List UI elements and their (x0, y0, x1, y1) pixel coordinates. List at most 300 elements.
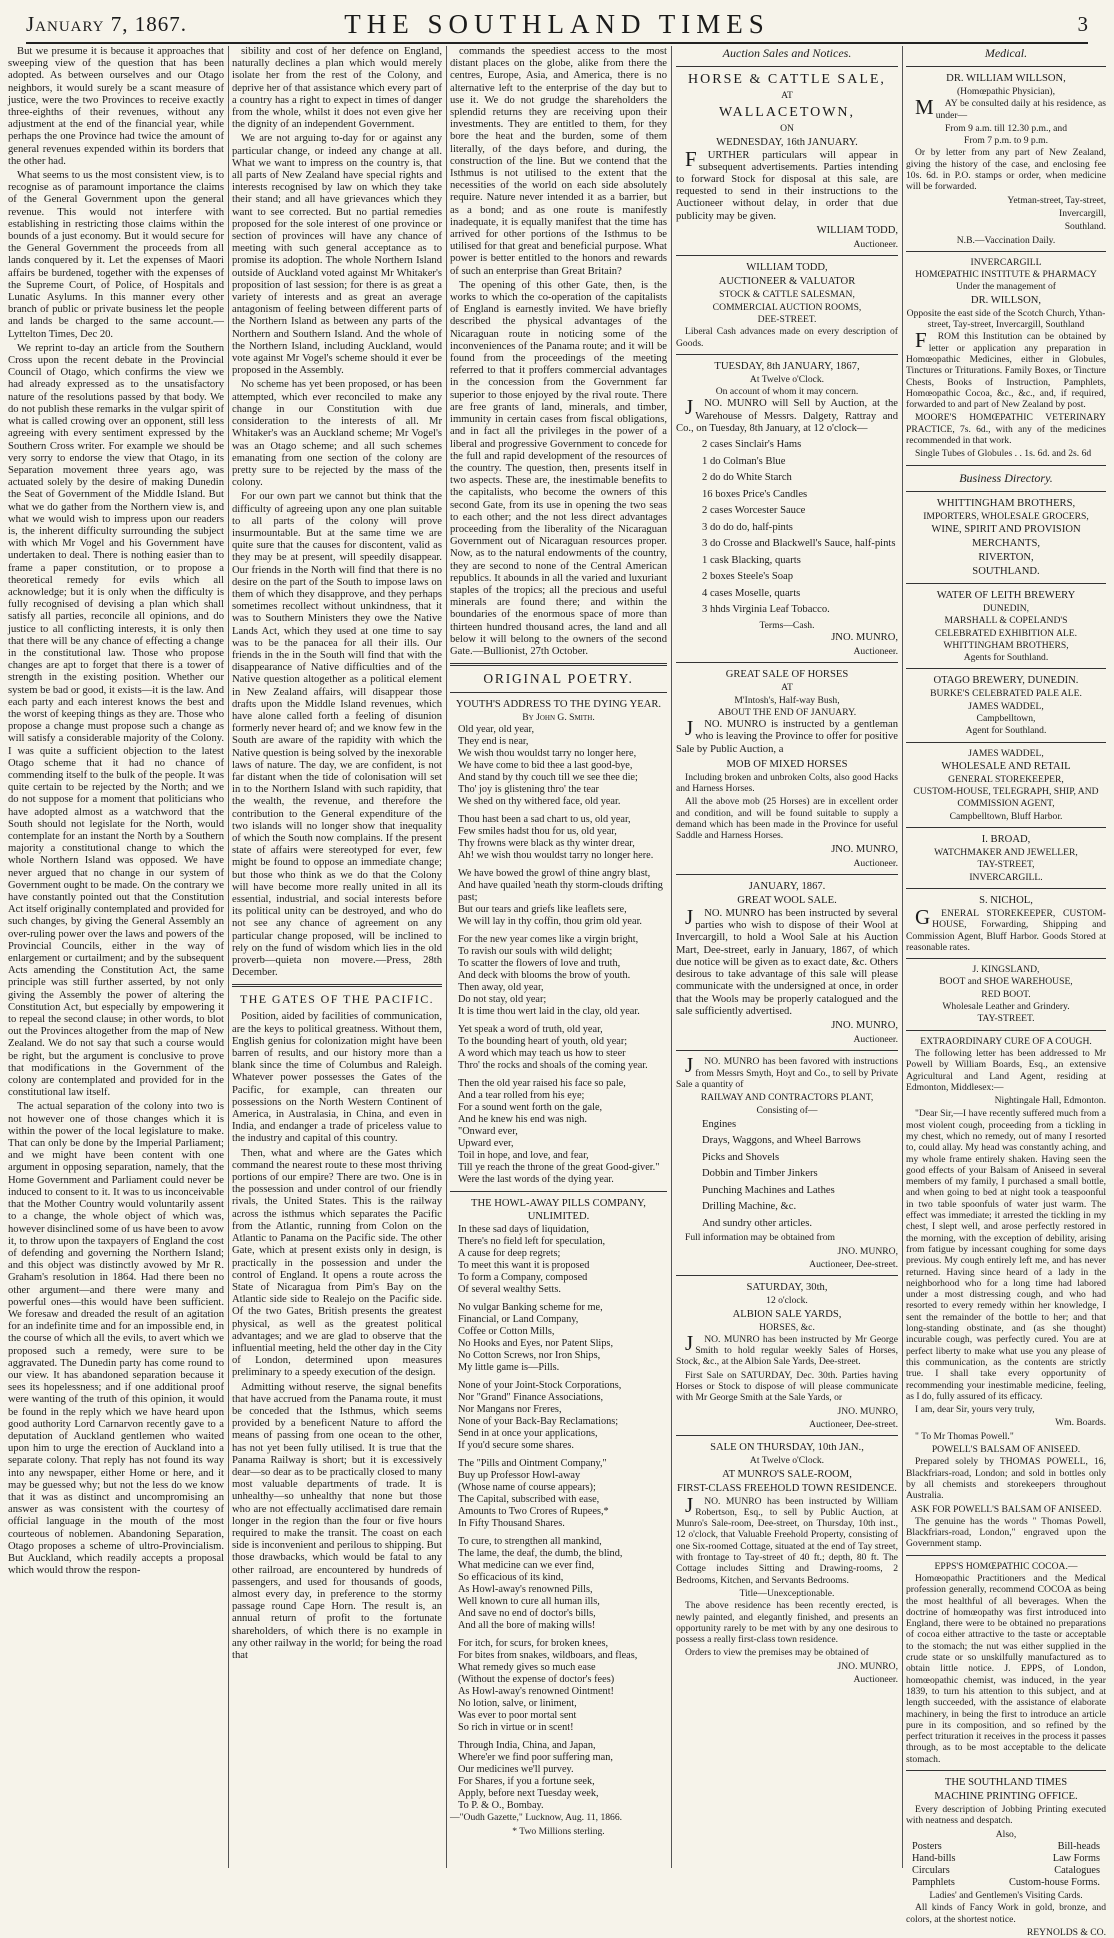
poem-line: Were the last words of the dying year. (458, 1174, 614, 1186)
ad-signature: JNO. MUNRO, (837, 1245, 898, 1257)
ad-body: Homœopathic Practitioners and the Medical profession generally, recommend COCOA as being the most healthful of all beverages. When the doctrine of homœopathy was first introduced into England, there were to be obtained no preparations of cocoa either attractive to the taste or acceptable to the stomach; the nut was either supplied in the crude state or so unskilfully manufactured as to obtain little notice. J. EPPS, of London, homœopathic chemist, was induced, in the year 1839, to turn his attention to this subject, and at length succeeded, with the assistance of elaborate machinery, in being the first to introduce an article pure in its composition, and so refined by the perfect trituration it receives in the process it passes through, as to be most acceptable to the delicate stomach. (906, 1572, 1106, 1765)
article-headline: THE GATES OF THE PACIFIC. (239, 992, 435, 1007)
list-item (906, 1865, 1106, 1877)
ad-text: BURKE'S CELEBRATED PALE ALE. (930, 688, 1082, 700)
divider (450, 692, 667, 693)
ad-text: J. KINGSLAND, (972, 964, 1040, 976)
ad-text: DEE-STREET. (757, 313, 817, 325)
article-paragraph: Then, what and where are the Gates which command the nearest route to these most thriving portions of our empire? There are two. One is in the possession and under control of our friendly rivals, the United States. This is the railway across the isthmus which separates the Pacific from the Atlantic, running from Colon on the Atlantic to Panama on the Pacific side. The other Gate, which at present exists only in design, is practically in the possession and under the control of England. It opens a route across the State of Nicaragua from Pim's Bay on the Atlantic side side to Realejo on the Pacific side. Of the two Gates, British presents the greatest physical, as well as the greatest political advantages; and we are glad to observe that the influential meeting, held the other day in the City of London, determined upon measures preliminary to a speedy execution of the design. (232, 1147, 442, 1379)
ad-body: First Sale on SATURDAY, Dec. 30th. Parties having Horses or Stock to dispose of will please communicate with Mr George Smith at the Sale Yards, or (676, 1369, 898, 1404)
ad-body: JNO. MUNRO has been instructed by Mr George Smith to hold regular weekly Sales of Horses, Stock, &c., at the Albion Sale Yards, Dee-street. (676, 1330, 898, 1368)
service-name: Catalogues (1054, 1864, 1100, 1876)
list-item: 1 do Colman's Blue (702, 455, 786, 467)
ad-body: JNO. MUNRO will Sell by Auction, at the Warehouse of Messrs. Dalgety, Rattray and Co., on Tuesday, 8th January, at 12 o'clock— (676, 395, 898, 434)
ad-text: Opposite the east side of the Scotch Church, Ythan-street, Tay-street, Invercargill, Southland (906, 307, 1106, 331)
ad-title: I. BROAD, (981, 834, 1031, 846)
ad-body: Orders to view the premises may be obtained of (685, 1647, 869, 1659)
poem-line: To scatter the flowers of love and truth, (458, 958, 621, 970)
list-item (906, 1853, 1106, 1865)
ad-text: Invercargill, (1059, 207, 1106, 219)
poem-line: Toil in hope, and love, and fear, (458, 1150, 589, 1162)
poem-line: Apply, before next Tuesday week, (458, 1788, 599, 1800)
ad-text: (Homœpathic Physician), (956, 86, 1056, 97)
ad-role: Auctioneer, Dee-street. (809, 1418, 898, 1430)
ad-text: N.B.—Vaccination Daily. (956, 234, 1056, 246)
divider (676, 1435, 898, 1436)
poem-line: None of your Back-Bay Reclamations; (458, 1416, 619, 1428)
poem-line: And have quailed 'neath thy storm-clouds drifting past; (458, 880, 663, 904)
divider (906, 1770, 1106, 1771)
article-paragraph: We reprint to-day an article from the Southern Cross upon the recent debate in the Provincial Council of Otago, which confirms the view we had already expressed as to the unsatisfactory nature of the resolutions passed by that body. We do not publish these remarks in the vulgar spirit of what is called crowing over an opponent, still less agreeing with every sentiment expressed by the Southern Cross writer. For example we should be very sorry to endorse the view that Otago, in its Separation movement three years ago, was actuated solely by the desire of making Dunedin the Seat of Government of the Middle Island. But what we do gather from the Northern view is, and what we would wish to impress upon our readers is, the inherent difficulty surrounding the subject with which Mr Vogel and his Government have undertaken to deal. There is nothing easier than to frame a paper constitution, or to propose a theoretical remedy for evils which all acknowledge; but it is only when the difficulty is fully recognised of devising a plan which shall satisfy all parties, reconcile all opinions, and do justice to all conflicting interests, it is only then that there will be any chance of effecting a change in the constitutional law. Those who propose changes are apt to forget that there is a tower of strength in the existing position. Whether our system be bad or good, it exists—it is the law. And each party and each interest knows the best and the worst of keeping things as they are. Those who propose a change must propose such a change as will satisfy a considerable majority of the Colony. I was quite a sufficient objection to the latest Otago scheme that it had no chance of commending itself to the bulk of the people. It was quite certain to be rejected by the North; and we do not suppose for a moment that politicians who have adopted almost as a watchword that the South should not legislate for the North, would contemplate for an instant the North by a Southern majority a constitutional change to which the whole Northern Island was opposed. We have never argued that no change in our system of Government ought to be made. On the contrary we have constantly pointed out that the Constitution Act itself originally contemplated and provided for such changes, by giving the General Assembly an over-ruling power over the laws and powers of the Provincial Councils, either in the way of enlargement or curtailment; and by the subsequent Acts amending the Constitution Act, the same principle was still further asserted, by not only giving the Assembly the power of altering the Constitution Act, but especially by empowering it to repeal the second clause; in other words, to blot out the Provinces altogether from the map of New Zealand. We do not say that such a course would be right, but the argument is conclusive to prove that modifications in the Government of the colony are contemplated and provided for in the constitutional law itself. (8, 342, 224, 1099)
ad-body: Every description of Jobbing Printing executed with neatness and despatch. (906, 1804, 1106, 1827)
ad-text: Yetman-street, Tay-street, (1007, 194, 1106, 206)
list-item: 1 cask Blacking, quarts (702, 554, 801, 566)
ad-title: HORSE & CATTLE SALE, (688, 72, 886, 87)
divider (676, 255, 898, 256)
newspaper-title: THE SOUTHLAND TIMES (344, 9, 770, 39)
ad-title: THE SOUTHLAND TIMES (944, 1777, 1068, 1789)
ad-text: JAMES WADDEL, (968, 700, 1044, 712)
list-item: Drays, Waggons, and Wheel Barrows (702, 1135, 861, 1147)
poem-line: Buy up Professor Howl-away (458, 1470, 581, 1482)
list-item: 16 boxes Price's Candles (702, 488, 808, 500)
poem-line: No Hooks and Eyes, nor Patent Slips, (458, 1338, 614, 1350)
ad-text: JAMES WADDEL, (968, 747, 1044, 759)
ad-title: EPPS'S HOMŒPATHIC COCOA.— (934, 1560, 1078, 1572)
poem-line: For itch, for scurs, for broken knees, (458, 1638, 609, 1650)
ad-title: WATCHMAKER AND JEWELLER, (934, 847, 1078, 859)
article-paragraph: Position, aided by facilities of communication, are the keys to political greatness. Without them, English genius for colonization might have been barren of results, and our history more than a blank since the time of Columbus and Raleigh. Whatever power possesses the Gates of the Pacific, for example, can threaten our possessions on the North Western Continent of America, in Australasia, in China, and even in India, and endanger a trade of priceless value to the industry and capital of this country. (232, 1011, 442, 1145)
ad-text: Terms—Cash. (759, 619, 815, 631)
ad-text: Campbelltown, Bluff Harbor. (949, 810, 1063, 822)
poem-line: Was ever to poor mortal sent (458, 1710, 577, 1722)
article-paragraph: The opening of this other Gate, then, is the works to which the co-operation of the capitalists of England is earnestly invited. We have briefly described the physical advantages of the Nicaraguan route in noticing some of the inconveniences of the Panama route; and it will be found from the proceedings of the meeting referred to that it proffers commercial advantages in the concession from the Government far superior to those enjoyed by the rival route. There are free grants of land, minerals, and timber, immunity in certain cases from fiscal obligations, and in fact all the privileges in the power of a liberal and progressive Government to concede for the full and rapid development of the resources of the country. The question, then, presents itself in two aspects. These are, the inestimable benefits to the capitalists, who become the owners of this second Gate, from its use in opening the two seas to each other; and the not less direct advantages proceeding from the liberality of the Nicaraguan Government out of Nicaraguan resources proper. Now, as to the natural endowments of the country, they are second to none of the Central American republics. It abounds in all the varied and luxuriant staples of the tropics; all the precious and useful minerals are found there; and within the boundaries of the enormous space of more than thirteen hundred thousand acres, the land and all below it will belong to the owners of the second Gate.—Bullionist, 27th October. (450, 279, 667, 657)
poem-line: To form a Company, composed (458, 1272, 588, 1284)
divider (906, 668, 1106, 669)
ad-body: JNO. MUNRO has been instructed by William Robertson, Esq., to sell by Public Auction, at Munro's Sale-room, Dee-street, on Thursday, 10th inst., 12 o'clock, that Valuable Freehold Property, consisting of one Six-roomed Cottage, situated at the end of Tay street, with frontage to Tay-street of 40 ft.; depth, 80 ft. The Cottage includes Sitting and Drawing-rooms, 2 Bedrooms, Kitchen, and Servants Bedrooms. (676, 1492, 898, 1586)
ad-title: AUCTIONEER & VALUATOR (718, 276, 856, 288)
poem-line: And all the bore of making wills! (458, 1620, 596, 1632)
ad-text: ON (780, 123, 794, 135)
poem-source: —"Oudh Gazette," Lucknow, Aug. 11, 1866. (450, 1812, 623, 1824)
ad-text: Ladies' and Gentlemen's Visiting Cards. (929, 1889, 1083, 1901)
ad-title: DR. WILLSON, (970, 294, 1042, 306)
ad-title: RAILWAY AND CONTRACTORS PLANT, (700, 1092, 874, 1104)
article-paragraph: For our own part we cannot but think that the difficulty of agreeing upon any one plan suitable to all parts of the colony will prove insurmountable. But at the same time we are quite sure that the causes for discontent, valid as they may be at present, will speedily disappear. Our friends in the North will find that there is no desire on the part of the South to impose laws on them of which they disapprove, and they perhaps sometimes recollect without unkindness, that it was to Southern Ministers they owe the Native Lands Act, which they used at one time to say was to be the panacea for all their ills. Our friends in the in the South will find that with the disappearance of Native difficulties and of the Native question altogether as a political element in New Zealand affairs, will disappear those drafts upon the Middle Island revenues, which have alone called forth a feeling of disunion formerly never heard of; and we know few in the South are aware of the rapidity with which the Native question is being solved by the inexorable laws of nature. The day, we are confident, is not far distant when the tide of colonisation will set in to the Northern Island with such rapidity, that the wealth, the revenue, and therefore the contribution to the General expenditure of the two islands will no longer show that inequality of which the South now complains. If the present state of affairs were stereotyped for ever, few might be found to oppose an immediate change; but those who think as we do that the Colony will have become more really united in all its essential, industrial, and social interests before its political unity can be destroyed, and who do not see any chance of agreement on any particular change proposed, will be inclined to rely on the fund of wisdom which lies in the old proverb—quieta non movere.—Press, 28th December. (232, 491, 442, 979)
poem-line: Financial, or Land Company, (458, 1314, 579, 1326)
ad-body: Liberal Cash advances made on every description of Goods. (676, 326, 898, 349)
poem-title: YOUTH'S ADDRESS TO THE DYING YEAR. (455, 699, 662, 711)
ad-text: Also, (995, 1828, 1017, 1840)
column-1 (8, 46, 224, 1868)
ad-role: Auctioneer. (853, 1674, 898, 1685)
poem-line: It is time thou wert laid in the clay, old year. (458, 1006, 640, 1018)
section-heading: Auction Sales and Notices. (722, 46, 852, 60)
poem-line: Thy frowns were black as thy winter drear, (458, 838, 635, 850)
ad-title: WILLIAM TODD, (746, 262, 828, 274)
ad-title: MACHINE PRINTING OFFICE. (934, 1791, 1078, 1803)
service-list (906, 1841, 1106, 1889)
ad-text: Title—Unexceptionable. (739, 1587, 835, 1599)
poem-line: (Without the expense of doctor's fees) (458, 1674, 615, 1686)
masthead (26, 6, 1088, 44)
poem-line: The Capital, subscribed with ease, (458, 1494, 600, 1506)
ad-title: POWELL'S BALSAM OF ANISEED. (931, 1444, 1081, 1456)
poem-line: Then the old year raised his face so pale, (458, 1078, 626, 1090)
ad-body: Including broken and unbroken Colts, also good Hacks and Harness Horses. (676, 771, 898, 795)
ad-text: INVERCARGILL. (969, 871, 1043, 883)
poem-line: The lame, the deaf, the dumb, the blind, (458, 1548, 623, 1560)
divider (676, 1275, 898, 1276)
ad-text: Agent for Southland. (965, 725, 1047, 737)
footnote: * Two Millions sterling. (512, 1825, 605, 1837)
poem-line: Through India, China, and Japan, (458, 1740, 596, 1752)
divider (906, 827, 1106, 828)
divider (676, 662, 898, 663)
ad-body: All kinds of Fancy Work in gold, bronze, and colors, at the shortest notice. (906, 1902, 1106, 1925)
service-name: Posters (912, 1840, 942, 1852)
ad-title: FIRST-CLASS FREEHOLD TOWN RESIDENCE. (677, 1482, 897, 1494)
poem-line: So rich in virtue or in scent! (458, 1722, 574, 1734)
poem-line: Coffee or Cotton Mills, (458, 1326, 555, 1338)
poem-line: We wish thou wouldst tarry no longer here, (458, 748, 637, 760)
poem-line: Yet speak a word of truth, old year, (458, 1024, 603, 1036)
ad-signature: WILLIAM TODD, (816, 224, 898, 236)
service-name: Law Forms (1052, 1852, 1100, 1864)
divider (450, 1191, 667, 1192)
ad-title: WALLACETOWN, (718, 105, 856, 121)
column-5 (906, 46, 1106, 1938)
ad-text: M'Intosh's, Half-way Bush, (734, 694, 840, 706)
ad-body: Or by letter from any part of New Zealand, giving the history of the case, and enclosing fee 10s. 6d. in P.O. stamps or order, when medicine will be forwarded. (906, 147, 1106, 193)
ad-text: IMPORTERS, WHOLESALE GROCERS, (923, 510, 1089, 522)
ad-title: S. NICHOL, (979, 894, 1033, 906)
divider (906, 742, 1106, 743)
divider (676, 354, 898, 355)
ad-title: BOOT and SHOE WAREHOUSE, (939, 976, 1073, 988)
poem-line: Nor "Grand" Finance Associations, (458, 1392, 604, 1404)
poem-line: For Shares, if you a fortune seek, (458, 1776, 595, 1788)
divider (906, 888, 1106, 889)
ad-title: DR. WILLIAM WILLSON, (946, 73, 1066, 84)
ad-title: MOB OF MIXED HORSES (726, 758, 848, 770)
poem-line: Do not stay, old year; (458, 994, 547, 1006)
ad-text: Nightingale Hall, Edmonton. (994, 1095, 1106, 1107)
ad-text: On account of whom it may concern. (715, 386, 859, 398)
poem-line: As Howl-away's renowned Ointment! (458, 1686, 614, 1698)
poem-line: No Cotton Screws, nor Iron Ships, (458, 1350, 601, 1362)
article-paragraph: The actual separation of the colony into two is not however one of those changes which it is within the power of the local legislature to make. That can only be done by the Imperial Parliament; and we might have been content with one argument in opposing separation, namely, that the Home Government and Parliament could never be induced to consent to it. It was to us inconceivable that the Mother Country would voluntarily assent to a change, the whole object of which was, however disinclined some of us have been to avow it, to throw upon the taxpayers of England the cost of defending and governing the Northern Island; and this object was distinctly avowed by Mr R. Graham's resolution in 1864. Had there been no other argument—and there were many and powerful ones—this would have been sufficient. We foresaw and dreaded the result of an agitation for an indefinite time and for an impossible end, in the course of which all the evils, to avert which we proposed such a remedy, were sure to be aggravated. The Dunedin party has come round to our view. It has abandoned separation because it sees its hopelessness; and if one additional proof were wanting of the truth of this opinion, it would be found in the reply which we have heard upon good authority Lord Carnarvon recently gave to a deputation of Auckland gentlemen who waited upon him to urge the erection of Auckland into a separate colony. That reply has not found its way into any newspaper, either Home or here, and it may be guessed why; but not the less do we know that it was as distinct and uncompromising an answer as was consistent with the courtesy of official language in the mouth of the most courteous of noblemen. Abandoning Separation, Otago proposes a scheme of ultro-Provincialism. But Auckland, which readily accepts a proposal which would throw the respon- (8, 1101, 224, 1577)
ad-body: Prepared solely by THOMAS POWELL, 16, Blackfriars-road, London; and sold in bottles only by all chemists and storekeepers throughout Australia. (906, 1456, 1106, 1502)
poem-lines (450, 1224, 667, 1812)
ad-title: AT MUNRO'S SALE-ROOM, (722, 1468, 852, 1480)
list-item: 3 do do do, half-pints (702, 521, 793, 533)
divider (906, 583, 1106, 584)
list-item: Engines (702, 1118, 737, 1130)
poem-line: Upward ever, (458, 1138, 514, 1150)
service-name: Pamphlets (912, 1876, 955, 1888)
article-paragraph: What seems to us the most consistent view, is to recognise as of paramount importance the claims of the General Government upon the general revenue. This would not interfere with establishing in restricting those claims within the bounds of a just economy. But it would secure for the General Government the proceeds from all lands conquered by it. Let the expenses of Maori affairs be burdened, together with the expenses of the Supreme Court, of Police, of Hospitals and Lunatic Asylums. In this manner every other branch of public or private business let the people and lands be charged to the same account.—Lyttelton Times, Dec 20. (8, 170, 224, 340)
ad-body: FURTHER particulars will appear in subsequent advertisements. Parties intending to forward Stock for disposal at this sale, are requested to send in their instructions to the Auctioneer without delay, in order that due publicity may be given. (676, 146, 898, 222)
ad-title: SATURDAY, 30th, (746, 1282, 828, 1294)
divider (906, 491, 1106, 492)
list-item: 2 boxes Steele's Soap (702, 571, 794, 582)
ad-text: DUNEDIN, (982, 602, 1030, 614)
poem-lines (450, 724, 667, 1186)
divider (906, 251, 1106, 252)
list-item: Picks and Shovels (702, 1151, 780, 1163)
poem-line: Nor Mangans nor Freres, (458, 1404, 562, 1416)
poem-line: If you'd secure some shares. (458, 1440, 574, 1452)
ad-body: JNO. MUNRO has been instructed by several parties who wish to dispose of their Wool at Invercargill, to hold a Wool Sale at his Auction Mart, Dee-street, early in January, 1867, of which due notice will be given as to exact date, &c. Others desirous to take advantage of this sale will please communicate with the undersigned at once, in order that the Wools may be properly catalogued and the sale sufficiently advertised. (676, 905, 898, 1017)
ad-text: At Twelve o'Clock. (749, 373, 825, 385)
column-2 (232, 46, 442, 1868)
ad-body: GENERAL STOREKEEPER, CUSTOM-HOUSE, Forwarding, Shipping and Commission Agent, Bluff Harbor. Goods Stored at reasonable rates. (906, 904, 1106, 953)
poem-line: For a sound went forth on the gale, (458, 1102, 603, 1114)
poem-line: What medicine can we ever find, (458, 1560, 595, 1572)
ad-text: Under the management of (956, 281, 1056, 293)
ad-title: MERCHANTS, (972, 537, 1040, 549)
divider (906, 465, 1106, 466)
poem-title: THE HOWL-AWAY PILLS COMPANY, UNLIMITED. (471, 1198, 646, 1223)
poem-line: (Whose name of course appears); (458, 1482, 596, 1494)
poem-line: Then away, old year, (458, 982, 544, 994)
service-name: Bill-heads (1057, 1840, 1100, 1852)
item-list (676, 1117, 898, 1233)
list-item: Dobbin and Timber Jinkers (702, 1168, 818, 1180)
ad-text: STOCK & CATTLE SALESMAN, (719, 289, 855, 301)
poem-line: Amounts to Two Crores of Rupees,* (458, 1506, 609, 1518)
ad-text: Campbelltown, (976, 712, 1036, 724)
ad-text: TAY-STREET. (977, 1013, 1035, 1025)
divider (906, 958, 1106, 959)
ad-title: ALBION SALE YARDS, (732, 1308, 842, 1320)
ad-text: HORSES, &c. (759, 1321, 815, 1333)
list-item: Drilling Machine, &c. (702, 1201, 797, 1213)
list-item (906, 1841, 1106, 1853)
ad-text: ABOUT THE END OF JANUARY. (717, 706, 857, 718)
poem-line: And deck with blooms the brow of youth. (458, 970, 631, 982)
poem-line: To the bounding heart of youth, old year; (458, 1036, 628, 1048)
divider (676, 1050, 898, 1051)
list-item: 3 hhds Virginia Leaf Tobacco. (702, 604, 830, 615)
divider (906, 1555, 1106, 1556)
page-number: 3 (1077, 12, 1088, 36)
poem-line: A cause for deep regrets; (458, 1248, 561, 1260)
ad-body: FROM this Institution can be obtained by letter or application any preparation in Homœopathic Medicines, either in Globules, Tinctures or Triturations. Family Boxes, or Tincture Chests, Books of Instruction, Pamphlets, Homœopathic Cocoa, &c., &c., and, if required, forwarded to and part of New Zealand by post. (906, 328, 1106, 411)
poem-line: Of several wealthy Setts. (458, 1284, 561, 1296)
ad-signature: JNO. MUNRO, (831, 631, 898, 643)
ad-role: Auctioneer, Dee-street. (809, 1258, 898, 1270)
ad-text: Southland. (1064, 221, 1106, 233)
column-rule (446, 46, 447, 1868)
ad-title: WHITTINGHAM BROTHERS, (936, 497, 1076, 509)
ad-body: Full information may be obtained from (685, 1232, 836, 1244)
ad-title: TUESDAY, 8th JANUARY, 1867, (714, 360, 860, 372)
ad-text: " To Mr Thomas Powell." (915, 1430, 1014, 1442)
poem-line: So efficacious of its kind, (458, 1572, 564, 1584)
ad-signature: JNO. MUNRO, (831, 843, 898, 855)
poem-line: And a tear rolled from his eye; (458, 1090, 585, 1102)
article-paragraph: We are not arguing to-day for or against any particular change, or indeed any change at all. What we want to impress on the country is, that all parts of New Zealand have special rights and interests recognised by law on which they take their stand; and all have grievances which they want to see corrected. But no partial remedies proposed for the sole interest of one province or section of provinces will have any chance of meeting with such general acceptance as to promise its adoption. The whole Northern Island outside of Auckland voted against Mr Whitaker's proposition of last session; for there is as great a variety of interests and as great an average antagonism of feeling between different parts of the Northern Island as between any parts of the Northern and Southern Island. And the whole of the Northern Island, including Auckland, would vote against Mr Vogel's scheme should it ever be proposed in the Assembly. (232, 133, 442, 377)
poem-line: We have come to bid thee a last good-bye, (458, 760, 633, 772)
poem-line: Ah! we wish thou wouldst tarry no longer here. (458, 850, 654, 862)
ad-body: "Dear Sir,—I have recently suffered much from a most violent cough, proceeding from a tickling in my chest, which no remedy, out of many I resorted to, could allay. My head was constantly aching, and my whole frame entirely shaken. Having seen the good effects of your Balsam of Aniseed in several members of my family, I purchased a small bottle, and when going to bed at night took a teaspoonful in two table spoonfuls of water just warm. The effect was immediate; it arrested the tickling in my chest, I slept well, and arose perfectly restored in the morning, with the exception of debility, arising from fatigue by incessant coughing for some days previous. My cough entirely left me, and has never returned. Having since heard of a lady in the neighborhood who for a long time had labored under a most distressing cough, and who had resorted to every remedy within her knowledge, I sent the remainder of the bottle to her; and that long-standing obstinate, and (as she thought) incurable cough, was perfectly cured. You are at perfect liberty to make what use you any please of this communication, as the contents are strictly true. I shall take every opportunity of recommending your inestimable medicine, feeling, as I do, fully assured of its efficacy. (906, 1108, 1106, 1402)
service-name: Circulars (912, 1864, 950, 1876)
poem-line: A word which may teach us how to steer (458, 1048, 626, 1060)
poem-line: Thro' the rocks and shoals of the coming year. (458, 1060, 648, 1072)
list-item: 2 cases Worcester Sauce (702, 505, 806, 516)
ad-text: Consisting of— (756, 1104, 818, 1116)
poem-line: They end is near, (458, 736, 529, 748)
poem-line: We have bowed the growl of thine angry blast, (458, 868, 651, 880)
ad-title: CELEBRATED EXHIBITION ALE. (934, 627, 1078, 639)
ad-title: WINE, SPIRIT AND PROVISION (931, 523, 1081, 535)
ad-title: WEDNESDAY, 16th JANUARY. (716, 136, 858, 148)
ad-text: RIVERTON, (978, 551, 1034, 563)
poem-line: As Howl-away's renowned Pills, (458, 1584, 593, 1596)
ad-role: Auctioneer. (853, 646, 898, 657)
section-heading: Business Directory. (959, 470, 1053, 485)
poem-line: For the new year comes like a virgin bright, (458, 934, 639, 946)
ad-text: WHITTINGHAM BROTHERS, (943, 639, 1069, 651)
ad-text: RED BOOT. (981, 988, 1031, 1000)
poem-line: No vulgar Banking scheme for me, (458, 1302, 603, 1314)
ad-title: HOMŒPATHIC INSTITUTE & PHARMACY (915, 269, 1097, 281)
ad-title: OTAGO BREWERY, DUNEDIN. (933, 675, 1079, 687)
ad-title: GENERAL STOREKEEPER, (948, 773, 1064, 785)
ad-body: All the above mob (25 Horses) are in excellent order and condition, and will be found suitable to supply a demand which has been made in the Province for useful Saddle and Harness Horses. (676, 796, 898, 842)
ad-text: CUSTOM-HOUSE, TELEGRAPH, SHIP, AND (913, 786, 1099, 798)
poem-line: Where'er we find poor suffering man, (458, 1752, 613, 1764)
issue-date: January 7, 1867. (26, 12, 188, 36)
poem-line: And he knew his end was nigh. (458, 1114, 587, 1126)
ad-body: MAY be consulted daily at his residence, as under— (915, 95, 1106, 121)
poem-line: In Fifty Thousand Shares. (458, 1518, 565, 1530)
divider (906, 66, 1106, 67)
ad-body: JNO. MUNRO is instructed by a gentleman who is leaving the Province to offer for positive Sale by Public Auction, a (676, 716, 898, 755)
article-paragraph: commands the speediest access to the most distant places on the globe, alike from there the centres, Europe, Asia, and America, there is no alternative left to the enterprise of the day but to use it. We do not grudge the shareholders the splendid returns they are receiving upon their investments. They are entitled to them, for they bore the heat and the burden, some of them literally, of the days before, and during, the construction of the line. But we contend that the Isthmus is not utilised to the extent that the necessities of the world on each side absolutely require. Nature never intended it as a barrier, but as a bond; and as one route is manifestly inadequate, it is equally manifest that the time has arrived for other portions of the Isthmus to be utilised for that great and beneficial purpose. What power is better entitled to the honors and rewards of such an enterprise than Great Britain? (450, 46, 667, 277)
poem-line: We shed on thy withered face, old year. (458, 796, 621, 808)
ad-text: MARSHALL & COPELAND'S (944, 615, 1068, 627)
poem-line: Thou hast been a sad chart to us, old year, (458, 814, 631, 826)
list-item: 2 cases Sinclair's Hams (702, 439, 802, 450)
poem-line: But our tears and griefs like leaflets sere, (458, 904, 627, 916)
ad-text: COMMISSION AGENT, (957, 798, 1055, 810)
ad-body: The above residence has been recently erected, is newly painted, and elegantly finished, and presents an opportunity rarely to be met with by any one desirous to possess a really first-class town residence. (676, 1600, 898, 1646)
poem-line: To meet this want it is proposed (458, 1260, 590, 1272)
poem-line: There's no field left for speculation, (458, 1236, 606, 1248)
ad-role: Auctioneer. (853, 1034, 898, 1046)
column-4 (676, 46, 898, 1868)
poem-line: Well known to cure all human ills, (458, 1596, 600, 1608)
poem-line: For bites from snakes, wildboars, and fleas, (458, 1650, 638, 1662)
article-paragraph: But we presume it is because it approaches that sweeping view of the question that has been adopted. As between ourselves and our Otago neighbors, it would surely be a scant measure of justice, were the two Provinces to receive exactly three-eighths of their revenues, without any adjustment at the end of the financial year, while perhaps the one Province had twice the amount of general revenues expended within its borders that the other had. (8, 46, 224, 167)
poem-line: Our medicines we'll purvey. (458, 1764, 574, 1776)
ad-body: I am, dear Sir, yours very truly, (915, 1404, 1035, 1416)
ad-body: Single Tubes of Globules . . 1s. 6d. and 2s. 6d (915, 448, 1092, 460)
poem-line: Few smiles hadst thou for us, old year, (458, 826, 617, 838)
poem-line: "Onward ever, (458, 1126, 518, 1138)
list-item (906, 1877, 1106, 1889)
ad-text: At Twelve o'Clock. (749, 1455, 825, 1467)
ad-title: EXTRAORDINARY CURE OF A COUGH. (920, 1035, 1092, 1047)
poem-line: We will lay in thy coffin, thou grim old year. (458, 916, 643, 928)
divider (906, 1030, 1106, 1031)
ad-body: The genuine has the words " Thomas Powell, Blackfriars-road, London," engraved upon the Government stamp. (906, 1515, 1106, 1550)
list-item: 4 cases Moselle, quarts (702, 587, 801, 599)
poem-line: To P. & O., Bombay. (458, 1800, 544, 1812)
section-heading: Medical. (984, 46, 1028, 60)
section-heading: ORIGINAL POETRY. (483, 671, 634, 687)
column-3 (450, 46, 667, 1868)
poem-line: And save no end of doctor's bills, (458, 1608, 596, 1620)
ad-text: 12 o'clock. (766, 1295, 808, 1307)
poem-line: None of your Joint-Stock Corporations, (458, 1380, 622, 1392)
ad-title: GREAT WOOL SALE. (737, 895, 837, 907)
poem-line: Till ye reach the throne of the great Good-giver." (458, 1162, 660, 1174)
ad-body: MOORE'S HOMŒPATHIC VETERINARY PRACTICE, 7s. 6d., with any of the medicines recommended in that work. (906, 412, 1106, 447)
article-paragraph: No scheme has yet been proposed, or has been attempted, which ever reconciled to make any change in our Constitution with due consideration to the interests of all. Mr Whitaker's was an Auckland scheme; Mr Vogel's was an Otago scheme; and all such schemes emanating from one section of the colony are pretty sure to be rejected by the mass of the colony. (232, 379, 442, 489)
ad-text: COMMERCIAL AUCTION ROOMS, (712, 301, 862, 313)
ad-text: Agents for Southland. (963, 652, 1049, 664)
ad-text: AT (781, 90, 793, 101)
ad-body: The following letter has been addressed to Mr Powell by William Boards, Esq., an extensive Agricultural and Land Agent, residing at Edmonton, Middlesex:— (906, 1047, 1106, 1093)
poem-line: To cure, to strengthen all mankind, (458, 1536, 602, 1548)
divider (676, 874, 898, 875)
poem-line: What remedy gives so much ease (458, 1662, 596, 1674)
ad-signature: Wm. Boards. (1055, 1417, 1106, 1429)
poem-author: By John G. Smith. (522, 712, 595, 724)
article-paragraph: sibility and cost of her defence on England, naturally declines a plan which would merely isolate her from the rest of the Colony, and deprive her of that assistance which every part of a country has a right to expect in times of danger from the whole, whilst it does not even give her the dignity of an independent Government. (232, 46, 442, 131)
ad-title: JANUARY, 1867. (748, 881, 826, 893)
poem-line: And stand by thy couch till we see thee die; (458, 772, 638, 784)
service-name: Custom-house Forms. (1009, 1876, 1100, 1888)
ad-text: From 7 p.m. to 9 p.m. (964, 135, 1048, 147)
column-rule (902, 46, 903, 1868)
column-rule (671, 46, 672, 1868)
ad-title: GREAT SALE OF HORSES (725, 669, 849, 681)
article-paragraph: Admitting without reserve, the signal benefits that have accrued from the Panama route, it must be conceded that the Isthmus, which seems provided by a beneficent Nature to afford the means of passing from one ocean to the other, has not yet been fully utilised. It is true that the Panama Railway is short; but it is excessively dear—so dear as to be practically closed to many most valuable departments of trade. It is unhealthy—so unhealthy that none but those who are not effectually acclimatised dare remain longer in the region than the four or five hours required to make the transit. The coast on each side is inconvenient and perilous to shipping. But those drawbacks, which would be fatal to any other railroad, are encountered by hundreds of passengers, and used for thousands of goods, almost every day, in preference to the stormy passage round Cape Horn. The result is, an annual return of profit to the fortunate shareholders, of which there is no example in any other railway in the world; for being the road that (232, 1381, 442, 1661)
ad-body: JNO. MUNRO has been favored with instructions from Messrs Smyth, Hoyt and Co., to sell by Private Sale a quantity of (676, 1053, 898, 1090)
section-divider (232, 984, 442, 987)
list-item: 2 do do White Starch (702, 472, 792, 483)
poem-line: Tho' joy is glistening thro' the tear (458, 784, 599, 796)
ad-role: Auctioneer. (853, 239, 898, 251)
column-rule (228, 46, 229, 1868)
divider (676, 66, 898, 67)
list-item: 3 do Crosse and Blackwell's Sauce, half-pints (702, 538, 896, 549)
ad-title: WATER OF LEITH BREWERY (936, 589, 1076, 601)
ad-signature: REYNOLDS & CO. (1026, 1926, 1106, 1938)
poem-line: The "Pills and Ointment Company," (458, 1458, 607, 1470)
ad-text: AT (781, 682, 793, 694)
ad-text: TAY-STREET, (977, 859, 1035, 871)
section-divider (450, 663, 667, 666)
ad-signature: JNO. MUNRO, (837, 1405, 898, 1417)
ad-signature: JNO. MUNRO, (831, 1019, 898, 1031)
ad-title: INVERCARGILL (970, 256, 1042, 268)
list-item: And sundry other articles. (702, 1217, 813, 1229)
service-name: Hand-bills (912, 1852, 956, 1864)
ad-text: SOUTHLAND. (972, 565, 1040, 577)
poem-line: My little game is—Pills. (458, 1362, 560, 1374)
ad-title: ASK FOR POWELL'S BALSAM OF ANISEED. (910, 1503, 1102, 1515)
poem-line: To ravish our souls with wild delight; (458, 946, 613, 958)
list-item: Punching Machines and Lathes (702, 1184, 835, 1196)
poem-line: In these sad days of liquidation, (458, 1224, 589, 1236)
ad-role: Auctioneer. (853, 857, 898, 869)
